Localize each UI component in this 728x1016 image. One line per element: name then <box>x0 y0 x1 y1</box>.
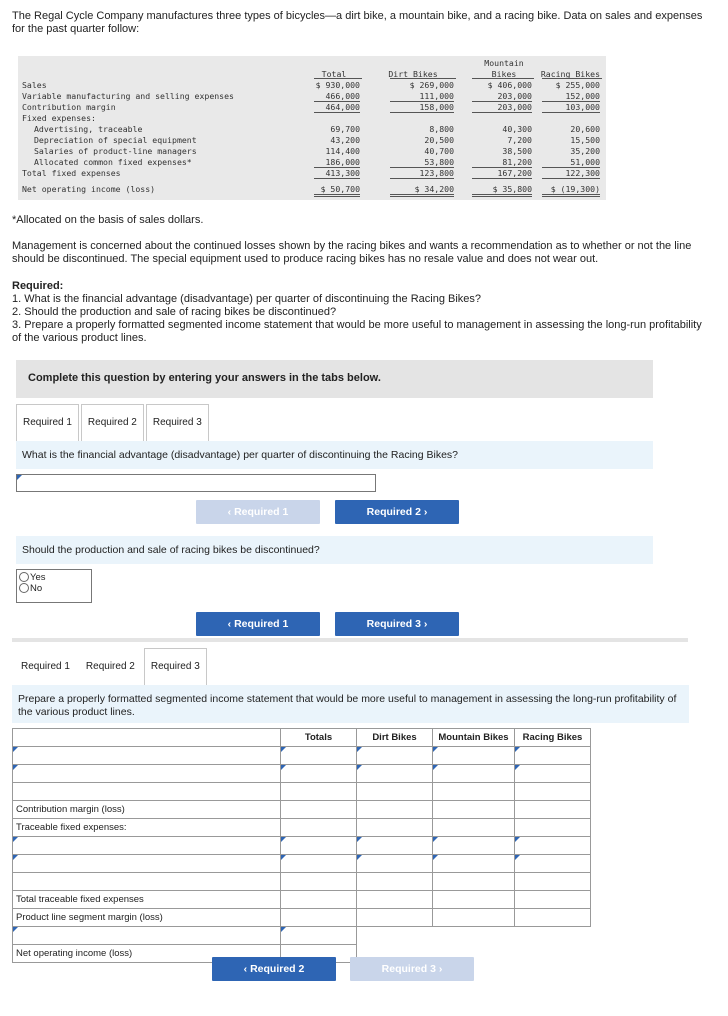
row-salaries-dirt: 40,700 <box>424 146 454 156</box>
row-noi-total: $ 50,700 <box>314 184 360 197</box>
blank-cell <box>281 819 357 837</box>
cell-input[interactable] <box>515 837 591 855</box>
total-traceable-row <box>13 891 591 909</box>
row-total-fixed-mountain: 167,200 <box>472 168 532 179</box>
table-row <box>13 747 591 765</box>
row-salaries-racing: 35,200 <box>570 146 600 156</box>
row-cm-total: 464,000 <box>314 102 360 113</box>
next-button-label: Required 3 <box>381 963 436 975</box>
row-depreciation-mountain: 7,200 <box>507 135 532 145</box>
header-blank <box>13 729 281 747</box>
blank-cell <box>515 891 591 909</box>
blank-cell <box>281 909 357 927</box>
row-cm-racing: 103,000 <box>542 102 600 113</box>
row-variable-dirt: 111,000 <box>390 91 454 102</box>
row-sales-total: $ 930,000 <box>315 80 360 90</box>
complete-banner: Complete this question by entering your answers in the tabs below. <box>16 360 653 398</box>
tab-required-1-b[interactable]: Required 1 <box>14 648 77 686</box>
required-item-1: 1. What is the financial advantage (disadvantage) per quarter of discontinuing the Racing Bikes? <box>12 293 482 305</box>
blank-cell <box>357 873 433 891</box>
chevron-left-icon: ‹ <box>243 963 251 975</box>
prev-required-2-button[interactable] <box>212 957 336 981</box>
row-label-input[interactable] <box>13 765 281 783</box>
row-cm-label: Contribution margin <box>22 102 116 112</box>
row-noi-dirt: $ 34,200 <box>390 184 454 197</box>
segmented-income-statement <box>12 728 591 963</box>
segment-margin-row <box>13 909 591 927</box>
row-total-fixed-label: Total fixed expenses <box>22 168 121 178</box>
table-row <box>13 783 591 801</box>
row-total-fixed-racing: 122,300 <box>542 168 600 179</box>
tab-bar-1 <box>16 404 211 442</box>
chevron-right-icon: › <box>420 618 428 630</box>
radio-yes-icon[interactable] <box>19 572 29 582</box>
radio-no-icon[interactable] <box>19 583 29 593</box>
blank-cell <box>515 873 591 891</box>
row-total-fixed-dirt: 123,800 <box>390 168 454 179</box>
cell-input[interactable] <box>357 855 433 873</box>
segment-margin-label: Product line segment margin (loss) <box>13 909 281 927</box>
row-sales-mountain: $ 406,000 <box>487 80 532 90</box>
tab-required-2[interactable]: Required 2 <box>81 404 144 442</box>
discontinue-radio-group <box>16 569 92 603</box>
header-dirt: Dirt Bikes <box>388 69 438 79</box>
row-variable-label: Variable manufacturing and selling expenses <box>22 91 234 101</box>
row-advertising-total: 69,700 <box>330 124 360 134</box>
blank-cell <box>357 801 433 819</box>
tab-required-2-b[interactable]: Required 2 <box>79 648 142 686</box>
row-sales-label: Sales <box>22 80 47 90</box>
contribution-margin-row <box>13 801 591 819</box>
row-allocated-label: Allocated common fixed expenses* <box>34 157 192 167</box>
cell-input[interactable] <box>281 765 357 783</box>
header-mountain-1: Mountain <box>484 58 524 68</box>
cell-input[interactable] <box>433 765 515 783</box>
row-depreciation-racing: 15,500 <box>570 135 600 145</box>
intro-text: The Regal Cycle Company manufactures three types of bicycles—a dirt bike, a mountain bike, and a racing bike. Data on sales and expenses for the past quarter follow: <box>12 10 703 35</box>
row-depreciation-label: Depreciation of special equipment <box>34 135 197 145</box>
tab-required-3-b[interactable]: Required 3 <box>144 648 207 686</box>
cell-input[interactable] <box>357 765 433 783</box>
option-no-label: No <box>30 583 43 594</box>
cell-input[interactable] <box>281 837 357 855</box>
blank-cell <box>433 801 515 819</box>
blank-cell <box>433 909 515 927</box>
blank-cell <box>281 783 357 801</box>
contribution-margin-label: Contribution margin (loss) <box>13 801 281 819</box>
next-button-label: Required 2 <box>366 506 421 518</box>
cell-input[interactable] <box>281 855 357 873</box>
header-mountain-bikes: Mountain Bikes <box>433 729 515 747</box>
table-row <box>13 873 591 891</box>
prev-button-label: Required 1 <box>234 618 289 630</box>
blank-cell <box>515 783 591 801</box>
chevron-right-icon: › <box>435 963 443 975</box>
blank-cell <box>281 801 357 819</box>
management-text: Management is concerned about the continued losses shown by the racing bikes and wants a recommendation as to whether or not the line should be discontinued. The special equipment used to produce racing bikes has no resale value and does not wear out. <box>12 240 692 265</box>
row-label-input[interactable] <box>13 927 281 945</box>
cell-input[interactable] <box>515 855 591 873</box>
prev-button-label: Required 2 <box>250 963 305 975</box>
row-advertising-racing: 20,600 <box>570 124 600 134</box>
blank-cell <box>357 891 433 909</box>
required-title: Required: <box>12 280 64 292</box>
blank-cell <box>357 909 433 927</box>
blank-label <box>13 873 281 891</box>
blank-cell <box>515 801 591 819</box>
blank-cell <box>357 819 433 837</box>
question-3-bar: Prepare a properly formatted segmented income statement that would be more useful to management in assessing the long-run profitability of the various product lines. <box>12 685 689 723</box>
row-noi-label: Net operating income (loss) <box>22 184 156 194</box>
cell-input[interactable] <box>281 927 357 945</box>
option-no[interactable] <box>19 583 89 594</box>
required-item-3: 3. Prepare a properly formatted segmented income statement that would be more useful to management in assessing the long-run profitability of the various product lines. <box>12 319 702 344</box>
row-advertising-dirt: 8,800 <box>429 124 454 134</box>
tab-bar-2 <box>14 648 209 686</box>
blank-cell <box>433 891 515 909</box>
blank-cell <box>281 873 357 891</box>
row-fixed-label: Fixed expenses: <box>22 113 96 123</box>
row-salaries-label: Salaries of product-line managers <box>34 146 197 156</box>
cell-input[interactable] <box>433 747 515 765</box>
row-variable-racing: 152,000 <box>542 91 600 102</box>
row-advertising-label: Advertising, traceable <box>34 124 143 134</box>
row-depreciation-total: 43,200 <box>330 135 360 145</box>
prev-required-1-button[interactable] <box>196 612 320 636</box>
option-yes[interactable] <box>19 572 89 583</box>
row-cm-dirt: 158,000 <box>390 102 454 113</box>
blank-cell <box>357 783 433 801</box>
next-required-3-button-disabled[interactable] <box>350 957 474 981</box>
tab-required-3[interactable]: Required 3 <box>146 404 209 442</box>
header-dirt-bikes: Dirt Bikes <box>357 729 433 747</box>
row-variable-total: 466,000 <box>314 91 360 102</box>
row-salaries-total: 114,400 <box>325 146 360 156</box>
table-row <box>13 837 591 855</box>
section-divider <box>12 638 688 642</box>
traceable-fixed-label: Traceable fixed expenses: <box>13 819 281 837</box>
chevron-left-icon: ‹ <box>227 618 235 630</box>
row-salaries-mountain: 38,500 <box>502 146 532 156</box>
chevron-right-icon: › <box>420 506 428 518</box>
header-racing: Racing Bikes <box>540 69 600 79</box>
blank-cell <box>515 819 591 837</box>
cell-input[interactable] <box>433 837 515 855</box>
next-required-2-button[interactable] <box>335 500 459 524</box>
blank-cell <box>433 783 515 801</box>
row-noi-mountain: $ 35,800 <box>472 184 532 197</box>
row-label-input[interactable] <box>13 747 281 765</box>
row-label-input[interactable] <box>13 837 281 855</box>
row-depreciation-dirt: 20,500 <box>424 135 454 145</box>
footnote: *Allocated on the basis of sales dollars. <box>12 214 204 226</box>
row-allocated-total: 186,000 <box>314 157 360 168</box>
header-totals: Totals <box>281 729 357 747</box>
row-cm-mountain: 203,000 <box>472 102 532 113</box>
blank-cell <box>281 891 357 909</box>
option-yes-label: Yes <box>30 572 46 583</box>
financial-advantage-input[interactable] <box>16 474 376 492</box>
row-variable-mountain: 203,000 <box>472 91 532 102</box>
table-row <box>13 855 591 873</box>
row-allocated-mountain: 81,200 <box>472 157 532 168</box>
header-racing-bikes: Racing Bikes <box>515 729 591 747</box>
blank-cell <box>433 819 515 837</box>
financial-data-table <box>18 56 606 200</box>
row-allocated-racing: 51,000 <box>542 157 600 168</box>
row-noi-racing: $ (19,300) <box>542 184 600 197</box>
table-row <box>13 765 591 783</box>
prev-required-1-button-disabled[interactable] <box>196 500 320 524</box>
table-header-row <box>13 729 591 747</box>
question-2-bar: Should the production and sale of racing bikes be discontinued? <box>16 536 653 564</box>
cell-input[interactable] <box>515 765 591 783</box>
chevron-left-icon: ‹ <box>227 506 235 518</box>
row-label-input[interactable] <box>13 855 281 873</box>
net-operating-income-label: Net operating income (loss) <box>13 945 281 963</box>
header-mountain-2: Bikes <box>491 69 517 79</box>
row-sales-dirt: $ 269,000 <box>409 80 454 90</box>
required-item-2: 2. Should the production and sale of racing bikes be discontinued? <box>12 306 337 318</box>
header-total: Total <box>321 69 347 79</box>
cell-input[interactable] <box>515 747 591 765</box>
cell-input[interactable] <box>357 747 433 765</box>
next-button-label: Required 3 <box>366 618 421 630</box>
blank-cell <box>515 909 591 927</box>
row-allocated-dirt: 53,800 <box>390 157 454 168</box>
required-section <box>12 280 712 345</box>
cell-input[interactable] <box>357 837 433 855</box>
traceable-fixed-row <box>13 819 591 837</box>
total-traceable-label: Total traceable fixed expenses <box>13 891 281 909</box>
blank-label <box>13 783 281 801</box>
next-required-3-button[interactable] <box>335 612 459 636</box>
cell-input[interactable] <box>281 747 357 765</box>
tab-required-1[interactable]: Required 1 <box>16 404 79 442</box>
cell-input[interactable] <box>433 855 515 873</box>
row-advertising-mountain: 40,300 <box>502 124 532 134</box>
row-total-fixed-total: 413,300 <box>314 168 360 179</box>
row-sales-racing: $ 255,000 <box>555 80 600 90</box>
table-row <box>13 927 591 945</box>
blank-cell <box>433 873 515 891</box>
question-1-bar: What is the financial advantage (disadvantage) per quarter of discontinuing the Racing Bikes? <box>16 441 653 469</box>
prev-button-label: Required 1 <box>234 506 289 518</box>
